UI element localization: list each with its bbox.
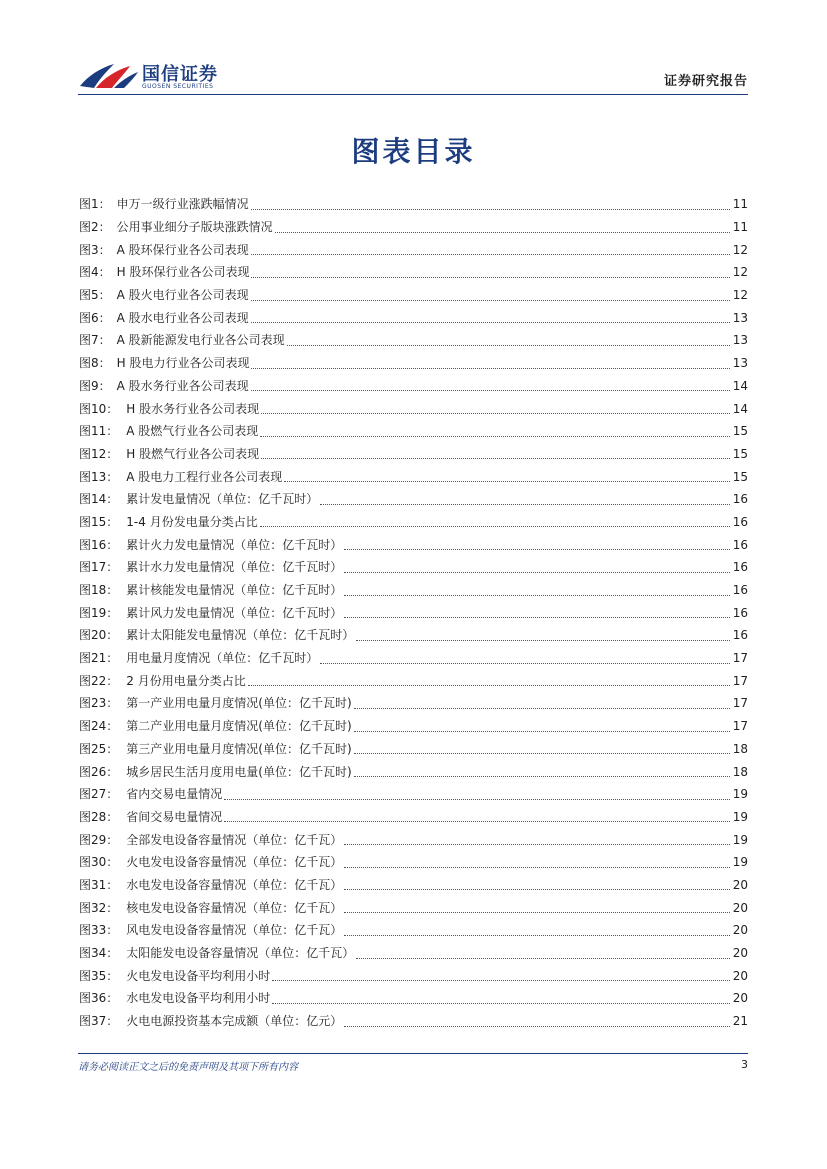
toc-entry[interactable] (79, 1010, 748, 1033)
toc-entry-page: 17 (732, 719, 748, 734)
toc-entry-page: 17 (732, 696, 748, 711)
toc-entry-label: 图32： (79, 900, 119, 915)
toc-entry[interactable] (79, 896, 748, 919)
toc-entry-page: 16 (732, 583, 748, 598)
toc-entry-title: 第三产业用电量月度情况(单位：亿千瓦时) (126, 741, 352, 756)
toc-leader-dots (251, 286, 730, 301)
toc-entry-label: 图15： (79, 514, 119, 529)
toc-entry-label: 图27： (79, 787, 119, 802)
toc-entry-page: 18 (732, 741, 748, 756)
toc-entry-title: 累计核能发电量情况（单位：亿千瓦时） (126, 583, 343, 598)
toc-entry-page: 16 (732, 628, 748, 643)
toc-leader-dots (354, 739, 730, 754)
toc-entry-page: 21 (732, 1014, 748, 1029)
toc-entry[interactable] (79, 692, 748, 715)
toc-entry-page: 16 (732, 514, 748, 529)
toc-entry-label: 图21： (79, 651, 119, 666)
toc-leader-dots (272, 989, 730, 1004)
toc-entry-title: 第一产业用电量月度情况(单位：亿千瓦时) (126, 696, 352, 711)
toc-leader-dots (248, 671, 730, 686)
toc-entry-page: 19 (732, 832, 748, 847)
toc-entry-title: 太阳能发电设备容量情况（单位：亿千瓦） (126, 946, 355, 961)
toc-entry[interactable] (79, 533, 748, 556)
toc-entry-page: 12 (732, 242, 748, 257)
toc-entry-label: 图7： (79, 333, 111, 348)
toc-entry-title: 1-4 月份发电量分类占比 (126, 514, 258, 529)
toc-entry[interactable] (79, 556, 748, 579)
toc-leader-dots (344, 558, 730, 573)
toc-entry-page: 16 (732, 492, 748, 507)
toc-leader-dots (354, 717, 730, 732)
toc-entry-title: 风电发电设备容量情况（单位：亿千瓦） (126, 923, 343, 938)
toc-entry-label: 图14： (79, 492, 119, 507)
toc-entry[interactable] (79, 783, 748, 806)
brand-name-cn: 国信证券 (142, 64, 218, 85)
toc-entry-title: 第二产业用电量月度情况(单位：亿千瓦时) (126, 719, 352, 734)
toc-leader-dots (251, 308, 730, 323)
toc-entry[interactable] (79, 669, 748, 692)
toc-entry-label: 图36： (79, 991, 119, 1006)
toc-entry-label: 图20： (79, 628, 119, 643)
toc-leader-dots (284, 467, 730, 482)
toc-entry[interactable] (79, 738, 748, 761)
toc-entry-label: 图8： (79, 356, 111, 371)
toc-entry[interactable] (79, 987, 748, 1010)
toc-leader-dots (344, 603, 730, 618)
toc-entry-title: 城乡居民生活月度用电量(单位：亿千瓦时) (126, 764, 352, 779)
toc-entry[interactable] (79, 261, 748, 284)
toc-leader-dots (251, 376, 730, 391)
toc-entry-title: 累计太阳能发电量情况（单位：亿千瓦时） (126, 628, 355, 643)
toc-entry[interactable] (79, 579, 748, 602)
toc-leader-dots (320, 649, 730, 664)
toc-entry-title: 累计发电量情况（单位：亿千瓦时） (126, 492, 319, 507)
toc-entry-label: 图1： (79, 197, 111, 212)
toc-leader-dots (344, 1012, 730, 1027)
toc-entry-label: 图2： (79, 220, 111, 235)
brand-name-en: GUOSEN SECURITIES (142, 83, 214, 90)
toc-entry-page: 19 (732, 809, 748, 824)
toc-entry-label: 图13： (79, 469, 119, 484)
toc-entry[interactable] (79, 420, 748, 443)
toc-entry-page: 20 (732, 900, 748, 915)
toc-entry-page: 15 (732, 424, 748, 439)
toc-leader-dots (354, 694, 730, 709)
toc-leader-dots (344, 898, 730, 913)
toc-leader-dots (261, 399, 730, 414)
toc-leader-dots (251, 240, 730, 255)
toc-leader-dots (356, 944, 730, 959)
toc-leader-dots (272, 966, 730, 981)
toc-entry-title: H 股电力行业各公司表现 (116, 356, 250, 371)
toc-entry-title: A 股环保行业各公司表现 (116, 242, 249, 257)
toc-leader-dots (344, 853, 730, 868)
toc-leader-dots (275, 218, 730, 233)
toc-entry[interactable] (79, 715, 748, 738)
toc-leader-dots (344, 830, 730, 845)
toc-entry-page: 17 (732, 651, 748, 666)
toc-entry-label: 图26： (79, 764, 119, 779)
toc-entry-page: 16 (732, 560, 748, 575)
toc-entry-page: 19 (732, 855, 748, 870)
toc-entry[interactable] (79, 760, 748, 783)
toc-entry-label: 图4： (79, 265, 111, 280)
toc-entry-title: H 股燃气行业各公司表现 (126, 446, 260, 461)
toc-entry-title: 申万一级行业涨跌幅情况 (116, 197, 249, 212)
toc-entry-page: 19 (732, 787, 748, 802)
toc-entry[interactable] (79, 488, 748, 511)
toc-entry-page: 11 (732, 197, 748, 212)
toc-entry-label: 图37： (79, 1014, 119, 1029)
toc-entry-page: 20 (732, 946, 748, 961)
toc-entry[interactable] (79, 397, 748, 420)
toc-entry-page: 15 (732, 469, 748, 484)
toc-entry-label: 图29： (79, 832, 119, 847)
toc-entry[interactable] (79, 465, 748, 488)
toc-entry-title: A 股新能源发电行业各公司表现 (116, 333, 285, 348)
toc-entry-label: 图19： (79, 605, 119, 620)
footer-divider (78, 1053, 748, 1054)
toc-entry-page: 12 (732, 265, 748, 280)
logo-mark-icon (78, 58, 140, 94)
toc-entry-title: 累计火力发电量情况（单位：亿千瓦时） (126, 537, 343, 552)
toc-entry-page: 12 (732, 288, 748, 303)
toc-entry[interactable] (79, 375, 748, 398)
page-number: 3 (741, 1058, 748, 1071)
toc-entry-title: A 股电力工程行业各公司表现 (126, 469, 283, 484)
toc-entry[interactable] (79, 851, 748, 874)
toc-entry-title: 核电发电设备容量情况（单位：亿千瓦） (126, 900, 343, 915)
toc-entry-title: 水电发电设备平均利用小时 (126, 991, 271, 1006)
toc-entry-title: A 股燃气行业各公司表现 (126, 424, 259, 439)
toc-entry[interactable] (79, 216, 748, 239)
toc-entry-label: 图5： (79, 288, 111, 303)
toc-entry-page: 20 (732, 991, 748, 1006)
toc-entry[interactable] (79, 329, 748, 352)
page-title: 图表目录 (351, 135, 476, 168)
toc-entry[interactable] (79, 284, 748, 307)
toc-entry-title: H 股环保行业各公司表现 (116, 265, 250, 280)
toc-leader-dots (260, 422, 730, 437)
report-type-label: 证券研究报告 (663, 74, 748, 89)
toc-entry-page: 17 (732, 673, 748, 688)
toc-entry-page: 16 (732, 537, 748, 552)
toc-entry[interactable] (79, 828, 748, 851)
toc-entry-title: 公用事业细分子版块涨跌情况 (116, 220, 273, 235)
toc-entry-label: 图18： (79, 583, 119, 598)
toc-entry-page: 16 (732, 605, 748, 620)
toc-leader-dots (356, 626, 730, 641)
toc-leader-dots (344, 875, 730, 890)
toc-entry-label: 图28： (79, 809, 119, 824)
toc-entry-title: 用电量月度情况（单位：亿千瓦时） (126, 651, 319, 666)
toc-leader-dots (261, 444, 730, 459)
toc-entry-title: A 股水电行业各公司表现 (116, 310, 249, 325)
toc-entry[interactable] (79, 647, 748, 670)
toc-leader-dots (354, 762, 730, 777)
toc-entry[interactable] (79, 238, 748, 261)
toc-entry-page: 13 (732, 333, 748, 348)
toc-entry[interactable] (79, 352, 748, 375)
toc-leader-dots (251, 354, 730, 369)
toc-entry-page: 15 (732, 446, 748, 461)
toc-entry[interactable] (79, 806, 748, 829)
toc-entry-label: 图9： (79, 378, 111, 393)
toc-entry[interactable] (79, 511, 748, 534)
toc-entry-label: 图22： (79, 673, 119, 688)
footer-disclaimer: 请务必阅读正文之后的免责声明及其项下所有内容 (78, 1062, 298, 1073)
toc-entry-label: 图25： (79, 741, 119, 756)
toc-entry-label: 图17： (79, 560, 119, 575)
toc-leader-dots (320, 490, 730, 505)
toc-entry-title: A 股水务行业各公司表现 (116, 378, 249, 393)
table-of-figures (79, 193, 748, 1032)
toc-leader-dots (224, 807, 730, 822)
toc-entry-page: 18 (732, 764, 748, 779)
toc-entry-label: 图31： (79, 877, 119, 892)
toc-entry-label: 图3： (79, 242, 111, 257)
toc-entry-title: 累计水力发电量情况（单位：亿千瓦时） (126, 560, 343, 575)
toc-entry-title: 全部发电设备容量情况（单位：亿千瓦） (126, 832, 343, 847)
toc-leader-dots (260, 512, 730, 527)
toc-entry-title: 2 月份用电量分类占比 (126, 673, 246, 688)
toc-entry-label: 图23： (79, 696, 119, 711)
toc-entry-title: 火电发电设备平均利用小时 (126, 968, 271, 983)
toc-entry-title: 省内交易电量情况 (126, 787, 223, 802)
toc-entry-label: 图11： (79, 424, 119, 439)
toc-entry-title: 累计风力发电量情况（单位：亿千瓦时） (126, 605, 343, 620)
page-header (78, 58, 748, 94)
header-divider (78, 94, 748, 95)
toc-entry-label: 图6： (79, 310, 111, 325)
toc-leader-dots (344, 581, 730, 596)
toc-entry[interactable] (79, 193, 748, 216)
toc-entry[interactable] (79, 443, 748, 466)
toc-entry-label: 图34： (79, 946, 119, 961)
toc-leader-dots (224, 785, 730, 800)
toc-entry[interactable] (79, 306, 748, 329)
toc-entry[interactable] (79, 601, 748, 624)
toc-entry-page: 20 (732, 877, 748, 892)
toc-entry-label: 图10： (79, 401, 119, 416)
toc-entry-page: 14 (732, 378, 748, 393)
toc-entry-title: H 股水务行业各公司表现 (126, 401, 260, 416)
toc-entry-title: 火电发电设备容量情况（单位：亿千瓦） (126, 855, 343, 870)
toc-entry[interactable] (79, 964, 748, 987)
toc-entry[interactable] (79, 919, 748, 942)
toc-entry-label: 图30： (79, 855, 119, 870)
guosen-logo (78, 58, 278, 94)
toc-entry-label: 图16： (79, 537, 119, 552)
toc-entry-label: 图33： (79, 923, 119, 938)
toc-entry-label: 图35： (79, 968, 119, 983)
toc-entry-title: 省间交易电量情况 (126, 809, 223, 824)
toc-entry[interactable] (79, 874, 748, 897)
toc-leader-dots (344, 535, 730, 550)
toc-entry-page: 13 (732, 310, 748, 325)
toc-leader-dots (287, 331, 730, 346)
toc-entry[interactable] (79, 942, 748, 965)
toc-entry-label: 图24： (79, 719, 119, 734)
toc-leader-dots (344, 921, 730, 936)
toc-entry-page: 11 (732, 220, 748, 235)
toc-entry-page: 20 (732, 968, 748, 983)
toc-entry-title: A 股火电行业各公司表现 (116, 288, 249, 303)
toc-entry-title: 火电电源投资基本完成额（单位：亿元） (126, 1014, 343, 1029)
toc-entry-page: 20 (732, 923, 748, 938)
toc-entry[interactable] (79, 624, 748, 647)
toc-leader-dots (251, 195, 730, 210)
toc-entry-label: 图12： (79, 446, 119, 461)
toc-entry-title: 水电发电设备容量情况（单位：亿千瓦） (126, 877, 343, 892)
toc-entry-page: 14 (732, 401, 748, 416)
toc-entry-page: 13 (732, 356, 748, 371)
toc-leader-dots (251, 263, 730, 278)
